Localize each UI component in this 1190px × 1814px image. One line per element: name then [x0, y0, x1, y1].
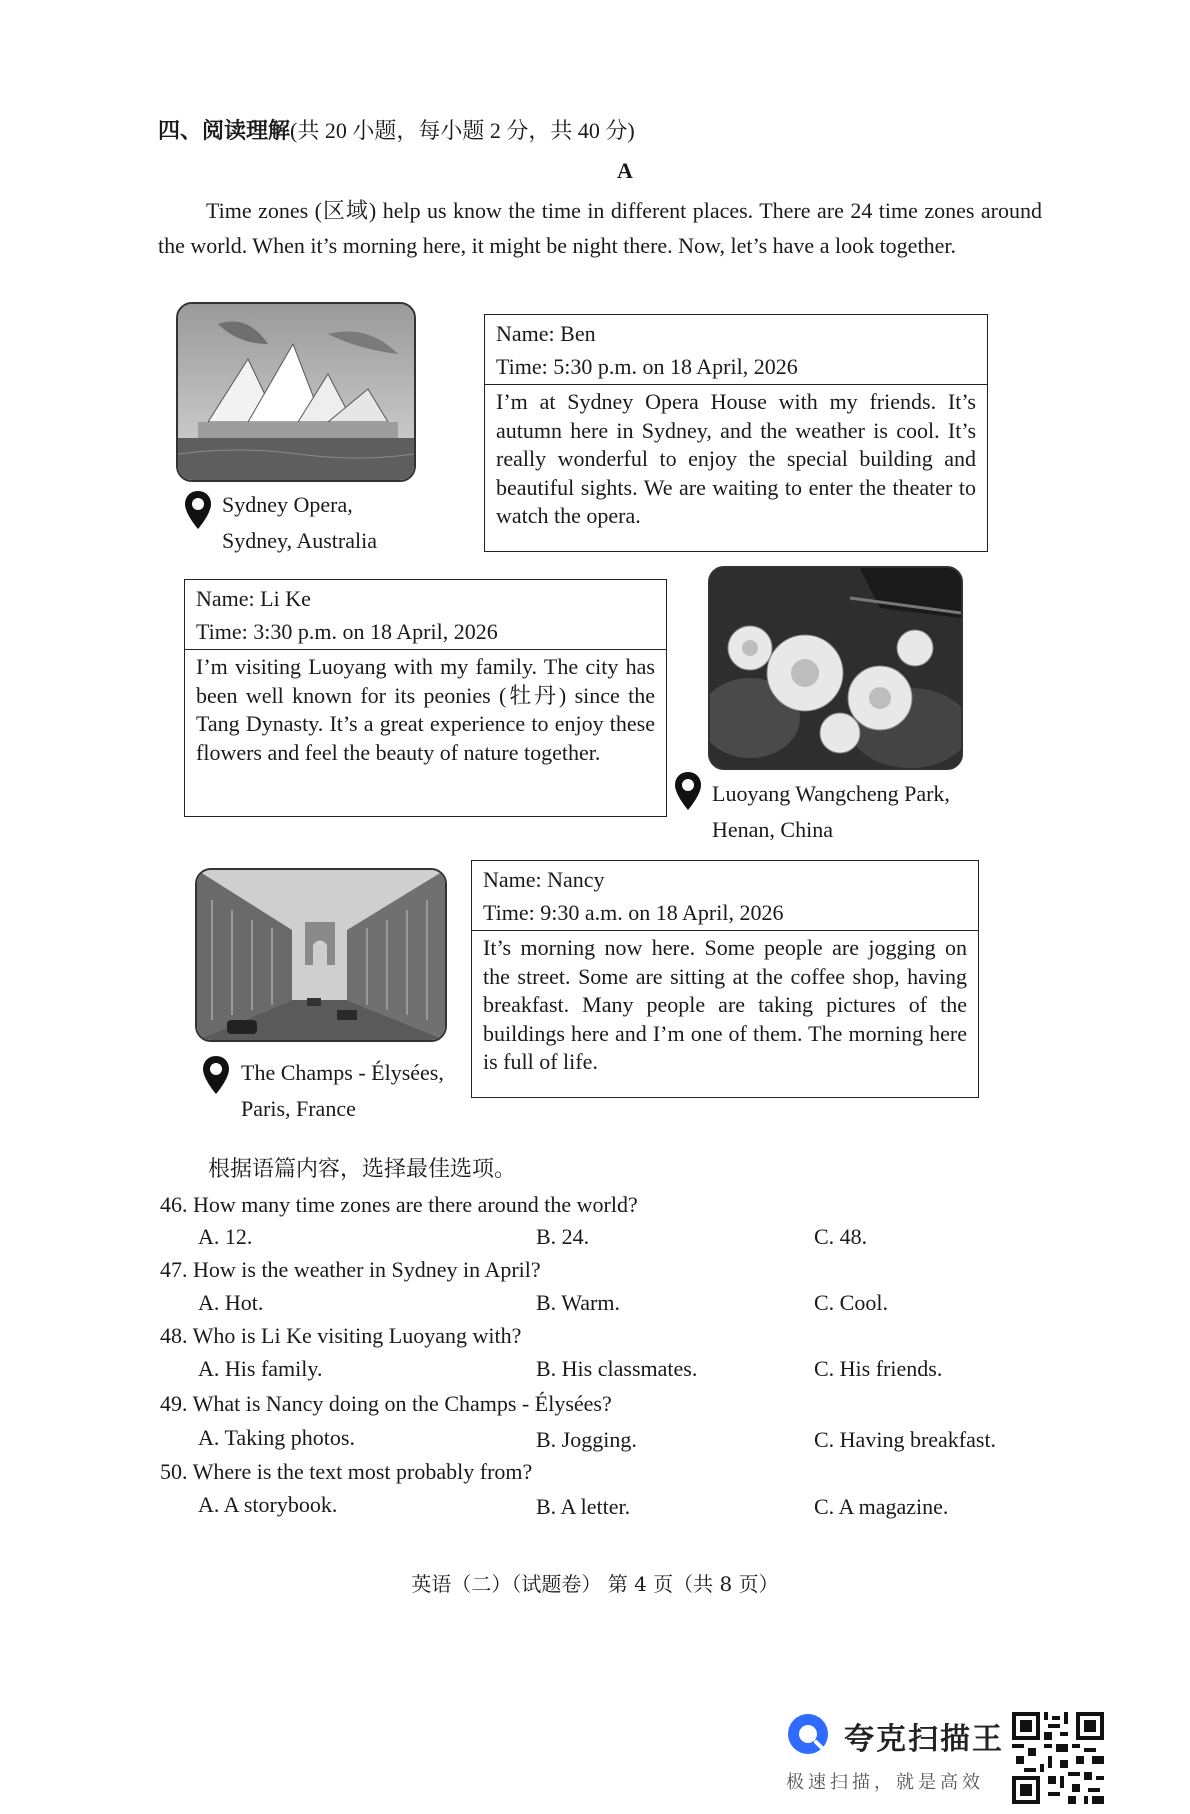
card-text: I’m at Sydney Opera House with my friends. It’s autumn here in Sydney, and the weather is cool. It’s really wonderful to enjoy the special building and beautiful sights. We are waiting to enter the theater to watch the opera. [496, 389, 976, 528]
opera-house-photo [176, 302, 416, 482]
option-49-b: B. Jogging. [536, 1427, 637, 1452]
location-line1: The Champs - Élysées, [241, 1060, 444, 1085]
card-time: Time: 9:30 a.m. on 18 April, 2026 [472, 894, 978, 931]
location-label-luoyang [712, 776, 950, 848]
card-text: I’m visiting Luoyang with my family. The city has been well known for its peonies (牡丹) since the Tang Dynasty. It’s a great experience to enjoy these flowers and feel the beauty of nature together. [196, 654, 655, 765]
option-48-c: C. His friends. [814, 1356, 943, 1381]
watermark-title: 夸克扫描王 [844, 1722, 1004, 1757]
instruction: 根据语篇内容，选择最佳选项。 [208, 1156, 517, 1181]
option-48-a: A. His family. [198, 1356, 323, 1381]
location-pin-icon [201, 1055, 231, 1095]
option-47-b: B. Warm. [536, 1290, 620, 1315]
option-50-a: A. A storybook. [198, 1492, 338, 1517]
option-46-b: B. 24. [536, 1224, 590, 1249]
card-time: Time: 5:30 p.m. on 18 April, 2026 [485, 348, 987, 385]
passage-letter: A [617, 158, 633, 183]
card-name: Name: Nancy [483, 867, 605, 892]
section-title: 四、阅读理解 [158, 119, 291, 144]
postcard-nancy [471, 860, 979, 1098]
peony-photo [708, 566, 963, 770]
option-49-c: C. Having breakfast. [814, 1427, 997, 1452]
postcard-ben [484, 314, 988, 552]
card-name: Name: Li Ke [196, 586, 311, 611]
location-line2: Sydney, Australia [222, 528, 377, 553]
option-46-a: A. 12. [198, 1224, 253, 1249]
watermark-slogan: 极速扫描，就是高效 [786, 1772, 984, 1793]
location-pin-icon [673, 771, 703, 811]
card-time: Time: 3:30 p.m. on 18 April, 2026 [185, 613, 666, 650]
option-47-c: C. Cool. [814, 1290, 888, 1315]
location-line2: Henan, China [712, 817, 833, 842]
section-note: (共 20 小题，每小题 2 分，共 40 分) [290, 118, 635, 143]
location-line2: Paris, France [241, 1096, 356, 1121]
page-footer: 英语（二）（试题卷） 第 4 页（共 8 页） [411, 1572, 779, 1596]
quark-logo-icon [786, 1712, 830, 1756]
location-line1: Sydney Opera, [222, 492, 353, 517]
question-46: 46. How many time zones are there around the world? [160, 1192, 638, 1217]
postcard-li-ke [184, 579, 667, 817]
question-48: 48. Who is Li Ke visiting Luoyang with? [160, 1323, 522, 1348]
card-name: Name: Ben [496, 321, 596, 346]
question-49: 49. What is Nancy doing on the Champs - Élysées? [160, 1391, 612, 1416]
option-50-b: B. A letter. [536, 1494, 631, 1519]
intro-paragraph: Time zones (区域) help us know the time in different places. There are 24 time zones around the world. When it’s morning here, it might be night there. Now, let’s have a look together. [158, 198, 1042, 258]
location-label-sydney [222, 487, 377, 559]
question-50: 50. Where is the text most probably from? [160, 1459, 533, 1484]
option-49-a: A. Taking photos. [198, 1425, 355, 1450]
scanner-watermark [786, 1712, 1016, 1802]
qr-code-icon [1012, 1712, 1104, 1804]
location-label-paris [241, 1055, 444, 1127]
location-line1: Luoyang Wangcheng Park, [712, 781, 950, 806]
option-47-a: A. Hot. [198, 1290, 264, 1315]
section-heading [158, 114, 635, 145]
option-50-c: C. A magazine. [814, 1494, 949, 1519]
card-text: It’s morning now here. Some people are jogging on the street. Some are sitting at the coffee shop, having breakfast. Many people are taking pictures of the buildings here and I’m one of them. The morning here is full of life. [483, 935, 967, 1074]
option-46-c: C. 48. [814, 1224, 868, 1249]
question-47: 47. How is the weather in Sydney in April? [160, 1257, 541, 1282]
champs-elysees-photo [195, 868, 447, 1042]
location-pin-icon [183, 490, 213, 530]
option-48-b: B. His classmates. [536, 1356, 698, 1381]
